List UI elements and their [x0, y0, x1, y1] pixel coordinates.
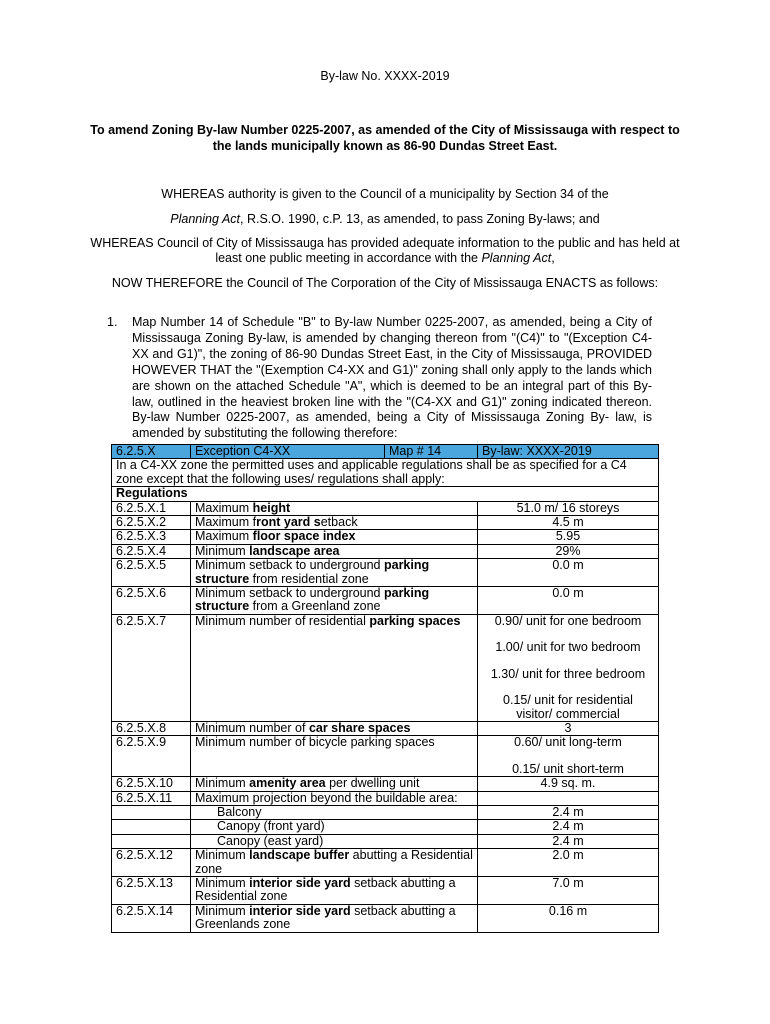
now-therefore-paragraph: NOW THEREFORE the Council of The Corporation of the City of Mississauga ENACTS as follows:	[111, 276, 659, 290]
row-number: 6.2.5.X.2	[112, 516, 191, 530]
row-number: 6.2.5.X.5	[112, 559, 191, 587]
table-intro-row	[112, 459, 659, 487]
row-value: 0.0 m	[478, 559, 659, 587]
row-number: 6.2.5.X.9	[112, 736, 191, 777]
item-number: 1.	[107, 315, 118, 329]
row-description: Canopy (east yard)	[191, 834, 478, 848]
whereas-authority-rest: , R.S.O. 1990, c.P. 13, as amended, to pass Zoning By-laws; and	[240, 212, 600, 226]
table-row	[112, 777, 659, 791]
regulations-table	[111, 444, 659, 933]
table-row	[112, 904, 659, 932]
row-value: 2.4 m	[478, 805, 659, 819]
row-number: 6.2.5.X.10	[112, 777, 191, 791]
regulations-label-row	[112, 487, 659, 501]
row-description: Minimum landscape buffer abutting a Residential zone	[191, 849, 478, 877]
table-row	[112, 820, 659, 834]
table-row	[112, 849, 659, 877]
planning-act-italic-2: Planning Act	[481, 251, 552, 265]
row-description: Maximum front yard setback	[191, 516, 478, 530]
table-row	[112, 834, 659, 848]
whereas-council-text: WHEREAS Council of City of Mississauga has provided adequate information to the public and has held at least one public meeting in accordance with the	[90, 236, 680, 265]
row-value: 0.60/ unit long-term 0.15/ unit short-term	[478, 736, 659, 777]
table-row	[112, 587, 659, 615]
table-row	[112, 736, 659, 777]
row-value: 2.4 m	[478, 820, 659, 834]
row-value: 2.0 m	[478, 849, 659, 877]
document-title: To amend Zoning By-law Number 0225-2007, as amended of the City of Mississauga with respect to the lands municipally known as 86-90 Dundas Street East.	[90, 123, 680, 153]
bylaw-number: By-law No. XXXX-2019	[320, 69, 450, 83]
row-description: Minimum number of car share spaces	[191, 721, 478, 735]
table-row	[112, 516, 659, 530]
row-value: 2.4 m	[478, 834, 659, 848]
row-value: 0.16 m	[478, 904, 659, 932]
row-number: 6.2.5.X.8	[112, 721, 191, 735]
row-value	[478, 791, 659, 805]
table-row	[112, 544, 659, 558]
row-number: 6.2.5.X.1	[112, 501, 191, 515]
row-description: Minimum setback to underground parking structure from a Greenland zone	[191, 587, 478, 615]
row-description: Minimum interior side yard setback abutting a Greenlands zone	[191, 904, 478, 932]
row-number: 6.2.5.X.4	[112, 544, 191, 558]
whereas-council-paragraph	[90, 236, 680, 266]
row-description: Balcony	[191, 805, 478, 819]
header-section: 6.2.5.X	[112, 445, 191, 459]
row-number: 6.2.5.X.7	[112, 614, 191, 721]
table-row	[112, 876, 659, 904]
row-value: 7.0 m	[478, 876, 659, 904]
table-intro: In a C4-XX zone the permitted uses and applicable regulations shall be as specified for a C4 zone except that the following uses/ regulations shall apply:	[112, 459, 659, 487]
table-header-row	[112, 445, 659, 459]
table-row	[112, 501, 659, 515]
row-value: 0.90/ unit for one bedroom 1.00/ unit for two bedroom 1.30/ unit for three bedroom 0.15/ unit for residential visitor/ commercial	[478, 614, 659, 721]
row-number: 6.2.5.X.13	[112, 876, 191, 904]
header-exception: Exception C4-XX	[191, 445, 385, 459]
row-number: 6.2.5.X.6	[112, 587, 191, 615]
row-value: 3	[478, 721, 659, 735]
planning-act-italic: Planning Act	[170, 212, 241, 226]
row-number: 6.2.5.X.11	[112, 791, 191, 805]
row-description: Maximum projection beyond the buildable area:	[191, 791, 478, 805]
table-row	[112, 791, 659, 805]
row-value: 0.0 m	[478, 587, 659, 615]
whereas-authority-line-1: WHEREAS authority is given to the Council of a municipality by Section 34 of the	[161, 187, 609, 201]
row-value: 29%	[478, 544, 659, 558]
row-number: 6.2.5.X.12	[112, 849, 191, 877]
row-value: 5.95	[478, 530, 659, 544]
whereas-authority-line-2	[0, 211, 770, 227]
row-description: Minimum number of residential parking spaces	[191, 614, 478, 721]
row-description: Maximum floor space index	[191, 530, 478, 544]
table-row	[112, 559, 659, 587]
row-number	[112, 834, 191, 848]
row-value: 4.9 sq. m.	[478, 777, 659, 791]
row-description: Minimum number of bicycle parking spaces	[191, 736, 478, 777]
row-value: 4.5 m	[478, 516, 659, 530]
whereas-council-end: ,	[551, 251, 555, 265]
row-description: Minimum interior side yard setback abutting a Residential zone	[191, 876, 478, 904]
row-number	[112, 805, 191, 819]
row-description: Minimum landscape area	[191, 544, 478, 558]
table-row	[112, 530, 659, 544]
row-number: 6.2.5.X.3	[112, 530, 191, 544]
row-value: 51.0 m/ 16 storeys	[478, 501, 659, 515]
header-bylaw: By-law: XXXX-2019	[478, 445, 659, 459]
row-description: Minimum setback to underground parking structure from residential zone	[191, 559, 478, 587]
item-text: Map Number 14 of Schedule "B" to By-law Number 0225-2007, as amended, being a City of Mississauga Zoning By-law, is amended by changing thereon from "(C4)" to "(Exception C4-XX and G1)", the zoning of 86-90 Dundas Street East, in the City of Mississauga, PROVIDED HOWEVER THAT the "(Exemption C4-XX and G1)" zoning shall only apply to the lands which are shown on the attached Schedule "A", which is deemed to be an integral part of this By-law, outlined in the heaviest broken line with the "(C4-XX and G1)" zoning indicated thereon. By-law Number 0225-2007, as amended, being a City of Mississauga Zoning By- law, is amended by substituting the following therefore:	[132, 315, 652, 441]
row-description: Canopy (front yard)	[191, 820, 478, 834]
row-number: 6.2.5.X.14	[112, 904, 191, 932]
header-map: Map # 14	[385, 445, 478, 459]
regulations-label: Regulations	[112, 487, 659, 501]
table-row	[112, 805, 659, 819]
row-description: Minimum amenity area per dwelling unit	[191, 777, 478, 791]
table-row	[112, 721, 659, 735]
table-row	[112, 614, 659, 721]
row-number	[112, 820, 191, 834]
row-description: Maximum height	[191, 501, 478, 515]
